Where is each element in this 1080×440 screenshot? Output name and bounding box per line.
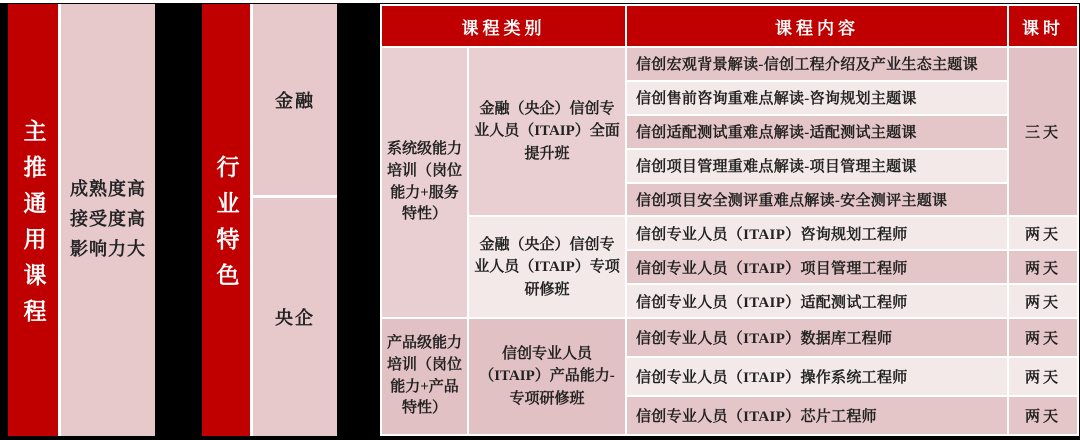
course-content-cell: 信创专业人员（ITAIP）操作系统工程师	[626, 357, 1008, 396]
course-content-cell: 信创项目管理重难点解读-项目管理主题课	[626, 149, 1008, 183]
header-course-content: 课程内容	[626, 5, 1008, 47]
top-edge-strip	[0, 0, 1080, 3]
featured-courses-description-panel	[61, 4, 155, 436]
hours-cell: 两天	[1008, 250, 1078, 284]
course-content-cell: 信创专业人员（ITAIP）咨询规划工程师	[626, 216, 1008, 250]
course-content-cell: 信创宏观背景解读-信创工程介绍及产业生态主题课	[626, 47, 1008, 81]
course-table	[380, 4, 1079, 436]
hours-cell: 两天	[1008, 318, 1078, 357]
hours-cell: 两天	[1008, 284, 1078, 318]
hours-cell: 两天	[1008, 357, 1078, 396]
course-content-cell: 信创专业人员（ITAIP）芯片工程师	[626, 396, 1008, 435]
industry-cell-central-enterprise: 央企	[253, 198, 337, 436]
hours-cell: 两天	[1008, 396, 1078, 435]
course-table-wrap	[380, 4, 1079, 436]
subclass-comprehensive-class: 金融（央企）信创专业人员（ITAIP）全面提升班	[468, 47, 626, 216]
hours-merged-cell: 三天	[1008, 47, 1078, 216]
industry-feature-banner	[202, 4, 250, 436]
subclass-product-capability-class: 信创专业人员（ITAIP）产品能力-专项研修班	[468, 318, 626, 435]
course-content-cell: 信创专业人员（ITAIP）适配测试工程师	[626, 284, 1008, 318]
header-course-category: 课程类别	[381, 5, 626, 47]
course-content-cell: 信创专业人员（ITAIP）项目管理工程师	[626, 250, 1008, 284]
industry-feature-label: 行业特色	[213, 154, 239, 299]
header-course-hours: 课时	[1008, 5, 1078, 47]
industry-cells-panel	[253, 4, 337, 436]
course-content-cell: 信创适配测试重难点解读-适配测试主题课	[626, 115, 1008, 149]
category-system-level-training: 系统级能力培训（岗位能力+服务特性）	[381, 47, 468, 318]
desc-line-acceptance: 接受度高	[70, 209, 146, 230]
category-product-level-training: 产品级能力培训（岗位能力+产品特性）	[381, 318, 468, 435]
industry-cell-finance: 金融	[253, 4, 337, 195]
course-content-cell: 信创售前咨询重难点解读-咨询规划主题课	[626, 81, 1008, 115]
hours-cell: 两天	[1008, 216, 1078, 250]
desc-line-influence: 影响力大	[70, 238, 146, 259]
table-header-row	[381, 5, 1078, 47]
featured-courses-block	[8, 4, 155, 436]
table-row	[381, 216, 1078, 250]
industry-feature-block	[202, 4, 337, 436]
course-content-cell: 信创专业人员（ITAIP）数据库工程师	[626, 318, 1008, 357]
table-row	[381, 318, 1078, 357]
subclass-special-seminar-class: 金融（央企）信创专业人员（ITAIP）专项研修班	[468, 216, 626, 318]
featured-courses-banner	[8, 4, 58, 436]
featured-courses-label: 主推通用课程	[20, 118, 46, 335]
course-content-cell: 信创项目安全测评重难点解读-安全测评主题课	[626, 183, 1008, 217]
table-row	[381, 47, 1078, 81]
desc-line-maturity: 成熟度高	[70, 179, 146, 200]
